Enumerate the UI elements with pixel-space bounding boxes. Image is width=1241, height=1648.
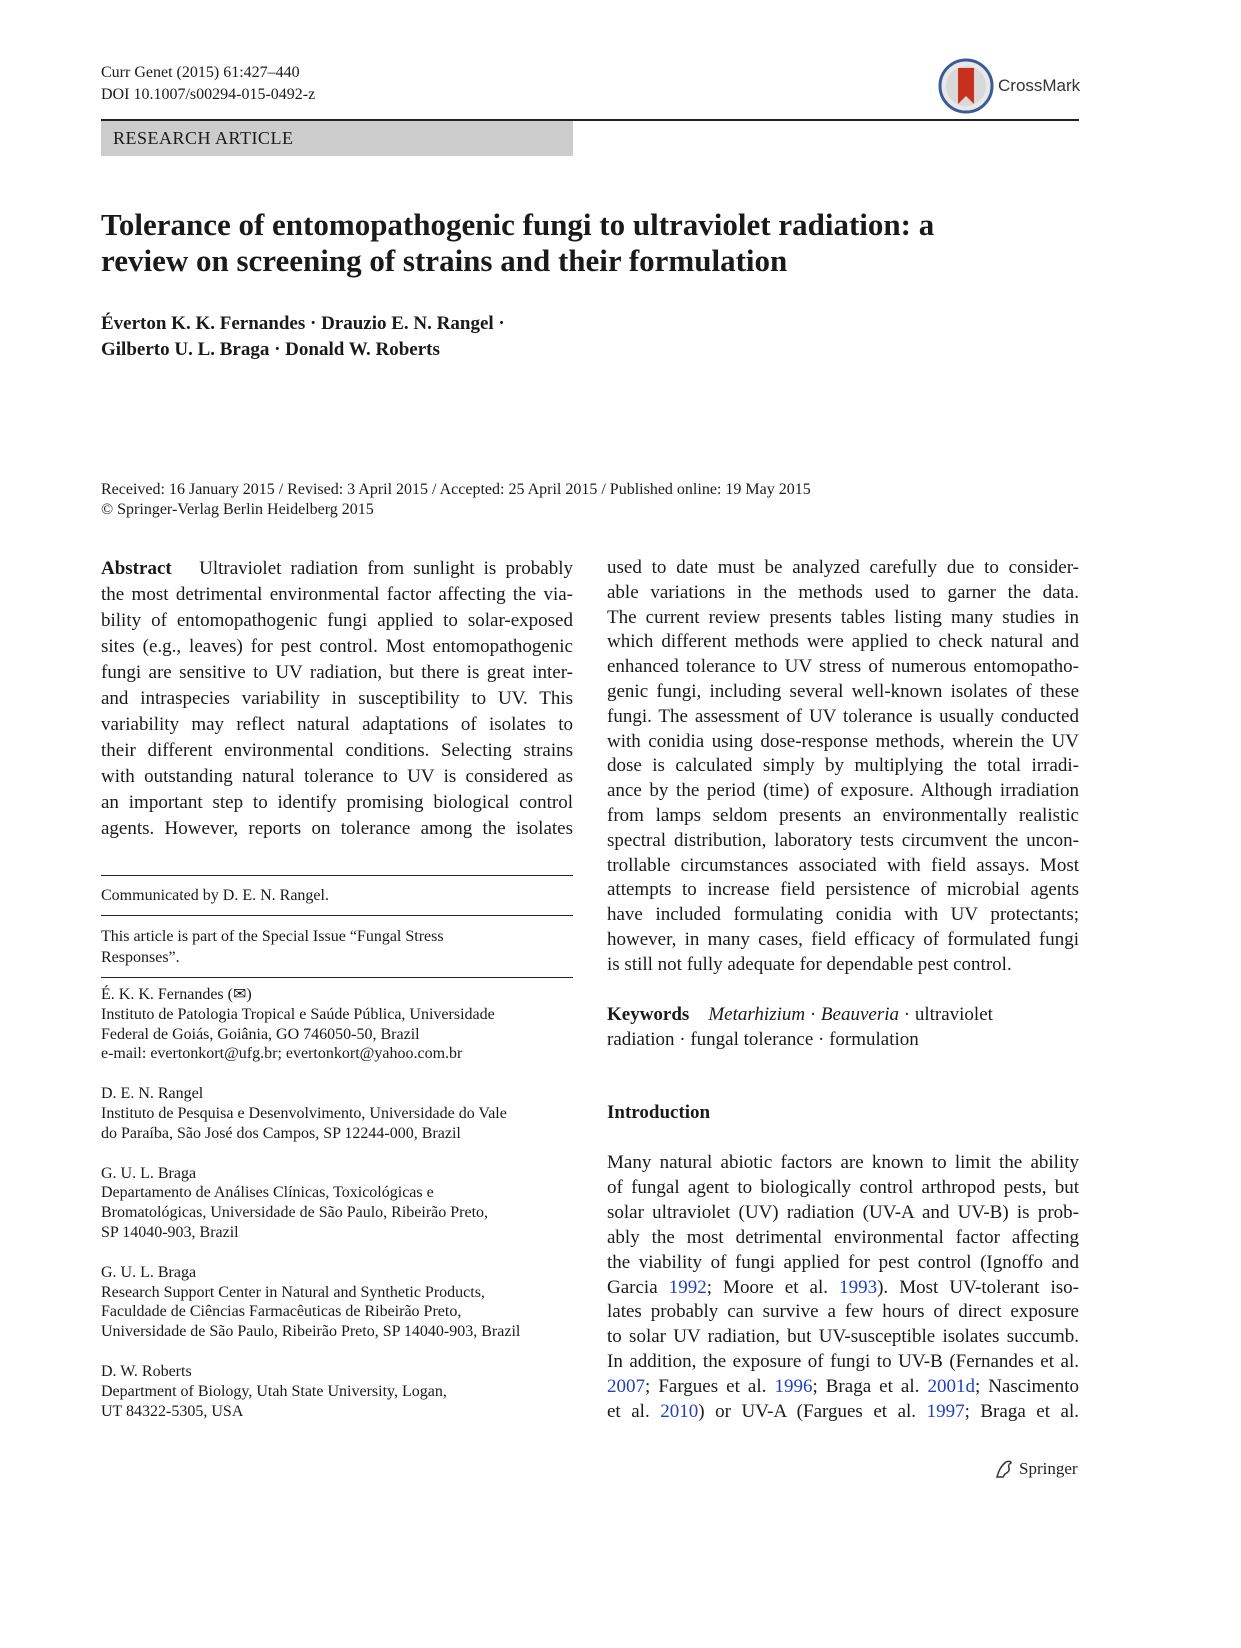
abstract-line: their different environmental conditions. Selecting strains [101, 740, 573, 761]
abstract-line: genic fungi, including several well-known isolates of these [607, 680, 1079, 702]
citation-link[interactable]: 1997 [926, 1401, 965, 1423]
abstract-line: bility of entomopathogenic fungi applied to solar-exposed [101, 610, 573, 631]
intro-text: ; Braga et al. [964, 1401, 1079, 1423]
abstract-line: attempts to increase field persistence of microbial agents [607, 879, 1079, 901]
affiliation-name: G. U. L. Braga [101, 1164, 197, 1182]
article-type: RESEARCH ARTICLE [113, 128, 294, 148]
abstract-line: an important step to identify promising biological control [101, 792, 573, 813]
affiliation-name: É. K. K. Fernandes (✉) [101, 986, 252, 1003]
affiliation-line: Universidade de São Paulo, Ribeirão Preto, SP 14040-903, Brazil [101, 1323, 521, 1341]
abstract-line: the most detrimental environmental factor affecting the via- [101, 584, 573, 605]
abstract-line: able variations in the methods used to garner the data. [607, 581, 1079, 603]
intro-line: the viability of fungi applied for pest control (Ignoffo and [607, 1251, 1079, 1273]
crossmark-icon [938, 58, 994, 114]
affiliation-line: Departamento de Análises Clínicas, Toxicológicas e [101, 1184, 434, 1202]
affiliation-line: SP 14040-903, Brazil [101, 1223, 239, 1241]
abstract-line: fungi. The assessment of UV tolerance is usually conducted [607, 705, 1079, 727]
citation-link[interactable]: 1992 [668, 1276, 707, 1298]
affiliation-name: D. E. N. Rangel [101, 1085, 204, 1103]
special-issue-note [101, 926, 573, 968]
intro-line: In addition, the exposure of fungi to UV-B (Fernandes et al. [607, 1351, 1079, 1373]
intro-line: ably the most detrimental environmental factor affecting [607, 1226, 1079, 1248]
affiliation [101, 1164, 573, 1243]
affiliation [101, 1362, 573, 1421]
abstract-line: trollable circumstances associated with field assays. Most [607, 854, 1079, 876]
intro-text: ; Nascimento [974, 1376, 1080, 1398]
affiliation-name: D. W. Roberts [101, 1362, 192, 1380]
abstract-line: is still not fully adequate for dependable pest control. [607, 953, 1012, 975]
dates: Received: 16 January 2015 / Revised: 3 April 2015 / Accepted: 25 April 2015 / Published online: 19 May 2015 [101, 481, 811, 498]
abstract-line: variability may reflect natural adaptations of isolates to [101, 714, 573, 735]
affiliation-line: do Paraíba, São José dos Campos, SP 12244-000, Brazil [101, 1124, 461, 1142]
intro-text: ; Braga et al. [812, 1376, 928, 1398]
keywords-label: Keywords [607, 1004, 690, 1025]
publisher-logo [993, 1458, 1083, 1482]
abstract-line: The current review presents tables listing many studies in [607, 606, 1079, 628]
copyright: © Springer-Verlag Berlin Heidelberg 2015 [101, 501, 374, 518]
intro-line: of fungal agent to biologically control arthropod pests, but [607, 1176, 1079, 1198]
affiliation-line: Faculdade de Ciências Farmacêuticas de Ribeirão Preto, [101, 1303, 462, 1321]
author-line: Gilberto U. L. Braga · Donald W. Roberts [101, 339, 440, 360]
citation-link[interactable]: 1996 [774, 1376, 813, 1398]
citation-link[interactable]: 2001d [927, 1376, 975, 1398]
affiliation [101, 985, 573, 1064]
special-issue-line: Responses”. [101, 949, 180, 966]
author-list [101, 311, 505, 363]
footnote-rule [101, 915, 573, 916]
crossmark-badge[interactable] [938, 58, 1080, 114]
intro-text: ). Most UV-tolerant iso- [877, 1276, 1079, 1298]
intro-line [607, 1276, 1079, 1301]
affiliations [101, 985, 573, 1441]
abstract-line [101, 556, 573, 582]
abstract-line: used to date must be analyzed carefully due to consider- [607, 557, 1079, 578]
abstract-text: Ultraviolet radiation from sunlight is probably [199, 558, 573, 579]
abstract-line: with conidia using dose-response methods, wherein the UV [607, 730, 1079, 752]
keyword: Metarhizium [708, 1004, 806, 1025]
abstract-line: from lamps seldom presents an environmentally realistic [607, 804, 1079, 826]
intro-text: ; Moore et al. [706, 1276, 840, 1298]
intro-line: to solar UV radiation, but UV-susceptible isolates succumb. [607, 1326, 1079, 1348]
keyword: · ultraviolet [899, 1004, 993, 1025]
footnote-rule [101, 977, 573, 978]
abstract-line: and intraspecies variability in susceptibility to UV. This [101, 688, 573, 709]
abstract-line: spectral distribution, laboratory tests circumvent the uncon- [607, 829, 1079, 851]
journal-ref: Curr Genet (2015) 61:427–440 [101, 64, 300, 81]
intro-text: Garcia [607, 1276, 669, 1298]
intro-line: lates probably can survive a few hours of direct exposure [607, 1301, 1079, 1323]
intro-text: ; Fargues et al. [645, 1376, 775, 1398]
affiliation-line: Bromatológicas, Universidade de São Paulo, Ribeirão Preto, [101, 1204, 489, 1222]
intro-line [607, 1375, 1079, 1400]
keywords [607, 1002, 1079, 1052]
abstract-line: with outstanding natural tolerance to UV is considered as [101, 766, 573, 787]
abstract-line: enhanced tolerance to UV stress of numerous entomopatho- [607, 656, 1079, 678]
keyword: Beauveria [820, 1004, 899, 1025]
abstract-line: which different methods were applied to check natural and [607, 631, 1079, 653]
introduction-body [607, 1151, 1079, 1425]
communicated-note: Communicated by D. E. N. Rangel. [101, 887, 329, 904]
article-history [101, 480, 811, 520]
affiliation [101, 1263, 573, 1342]
journal-citation [101, 62, 315, 106]
affiliation-line: UT 84322-5305, USA [101, 1402, 244, 1420]
intro-line [607, 1400, 1079, 1425]
keyword-separator: · [805, 1004, 821, 1025]
article-title [101, 207, 1081, 279]
title-line: review on screening of strains and their formulation [101, 243, 788, 278]
intro-text: et al. [607, 1401, 661, 1423]
crossmark-label: CrossMark [998, 76, 1081, 95]
abstract-line: sites (e.g., leaves) for pest control. Most entomopathogenic [101, 636, 573, 657]
intro-line: Many natural abiotic factors are known to limit the ability [607, 1152, 1079, 1173]
intro-text: ) or UV-A (Fargues et al. [698, 1401, 927, 1423]
abstract-line: ance by the period (time) of exposure. Although irradiation [607, 780, 1079, 802]
footnote-rule [101, 875, 573, 876]
email[interactable]: e-mail: evertonkort@ufg.br; evertonkort@yahoo.com.br [101, 1045, 463, 1063]
doi[interactable]: DOI 10.1007/s00294-015-0492-z [101, 86, 316, 103]
affiliation-line: Department of Biology, Utah State University, Logan, [101, 1382, 447, 1400]
author-line: Éverton K. K. Fernandes · Drauzio E. N. Rangel · [101, 313, 505, 334]
article-type-banner [101, 121, 573, 156]
abstract-line: however, in many cases, field efficacy of formulated fungi [607, 928, 1079, 950]
intro-line: solar ultraviolet (UV) radiation (UV-A and UV-B) is prob- [607, 1201, 1079, 1223]
affiliation-line: Instituto de Patologia Tropical e Saúde Pública, Universidade [101, 1005, 495, 1023]
citation-link[interactable]: 2007 [607, 1376, 645, 1398]
affiliation-line: Instituto de Pesquisa e Desenvolvimento, Universidade do Vale [101, 1104, 507, 1122]
affiliation [101, 1084, 573, 1143]
title-line: Tolerance of entomopathogenic fungi to ultraviolet radiation: a [101, 207, 935, 242]
abstract-line: dose is calculated simply by multiplying the total irradi- [607, 755, 1079, 777]
abstract-label: Abstract [101, 558, 172, 579]
publisher-name: Springer [1019, 1459, 1078, 1478]
special-issue-line: This article is part of the Special Issue “Fungal Stress [101, 928, 444, 945]
affiliation-name: G. U. L. Braga [101, 1263, 197, 1281]
abstract-line: agents. However, reports on tolerance among the isolates [101, 818, 573, 839]
affiliation-line: Research Support Center in Natural and Synthetic Products, [101, 1283, 485, 1301]
introduction-heading: Introduction [607, 1102, 711, 1123]
affiliation-line: Federal de Goiás, Goiânia, GO 746050-50, Brazil [101, 1025, 420, 1043]
abstract-line: fungi are sensitive to UV radiation, but there is great inter- [101, 662, 573, 683]
abstract-left [101, 556, 573, 842]
citation-link[interactable]: 2010 [660, 1401, 699, 1423]
springer-horse-icon [993, 1458, 1015, 1480]
abstract-line: have included formulating conidia with UV protectants; [607, 904, 1079, 926]
abstract-right [607, 556, 1079, 978]
keyword-line: radiation · fungal tolerance · formulation [607, 1029, 919, 1050]
citation-link[interactable]: 1993 [839, 1276, 878, 1298]
